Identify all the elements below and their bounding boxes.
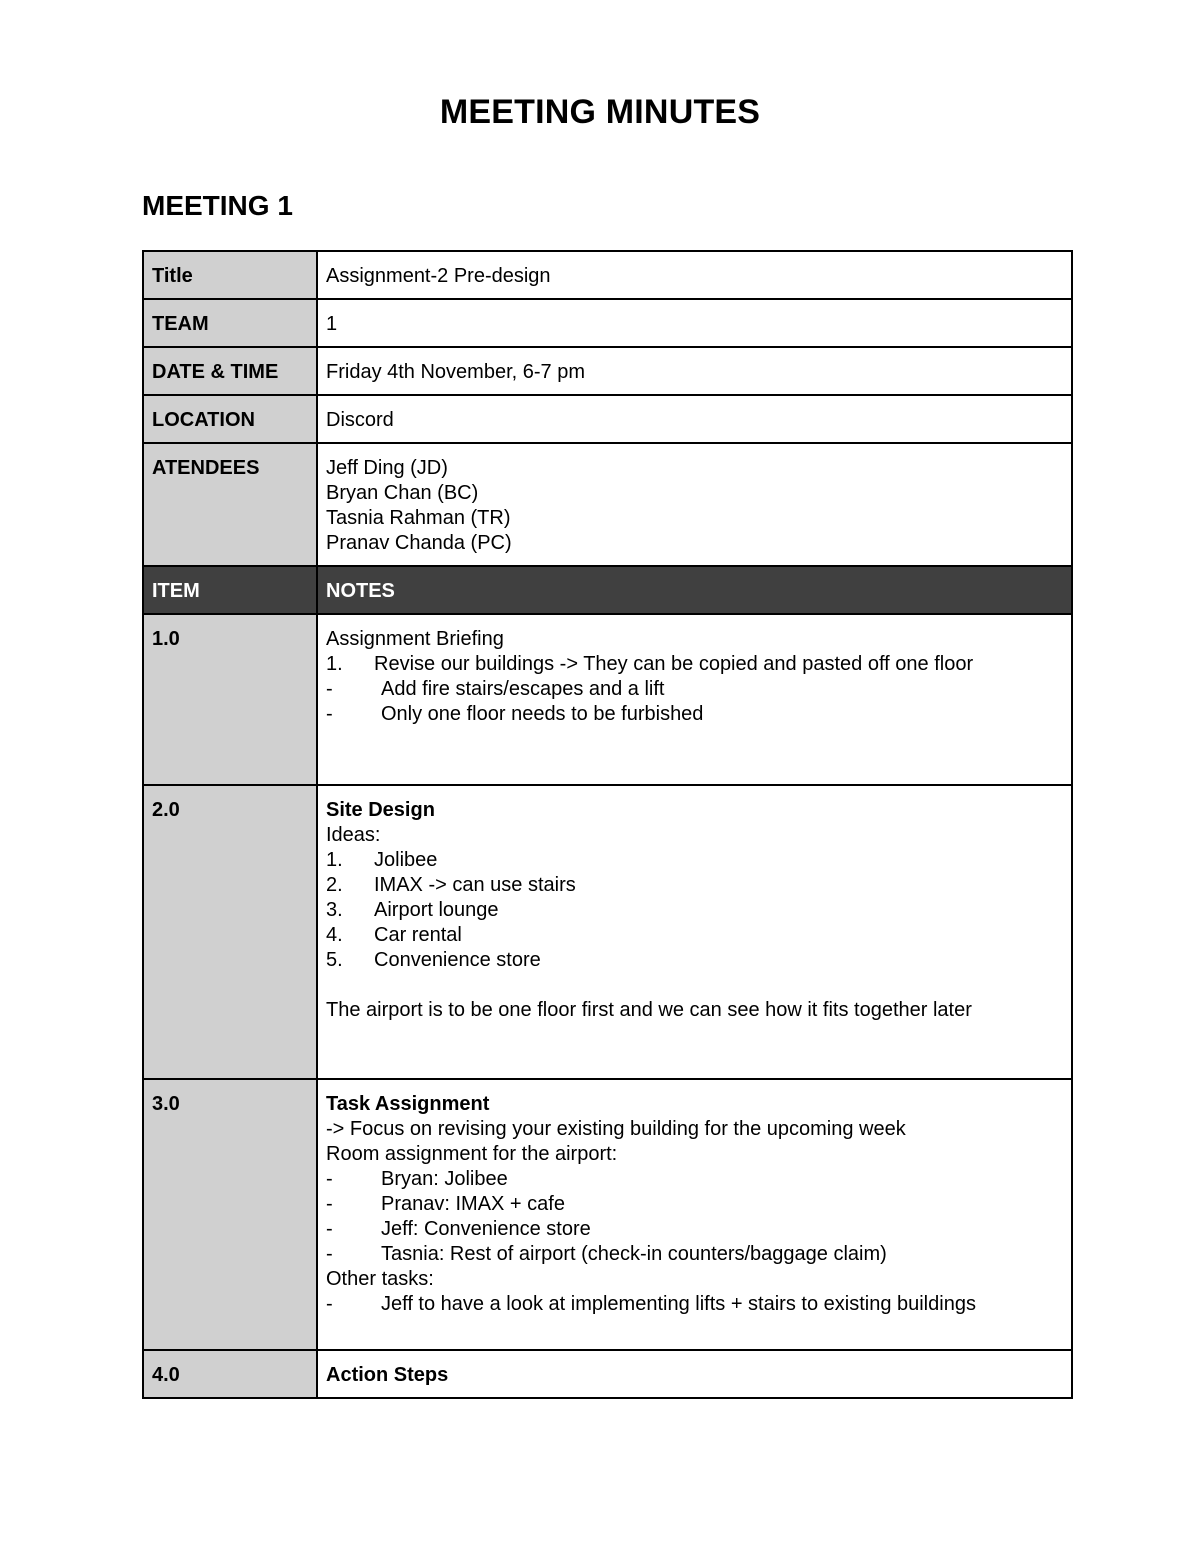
dash-text: Tasnia: Rest of airport (check-in counters/baggage claim) [381,1243,887,1265]
item-column-header: ITEM [143,566,317,614]
attendees-label: ATENDEES [143,443,317,566]
item-heading: Task Assignment [326,1093,490,1115]
dash-item [326,1167,1063,1192]
dash-item [326,1242,1063,1267]
item-number: 3.0 [143,1079,317,1350]
dash-marker: - [326,1243,333,1265]
document-title: MEETING MINUTES [439,93,761,131]
attendee: Jeff Ding (JD) [326,457,448,479]
dash-text: Only one floor needs to be furbished [381,703,704,725]
item-notes [317,785,1072,1079]
list-item [326,848,1063,873]
item-notes [317,614,1072,785]
list-marker: 2. [326,874,343,896]
dash-text: Jeff to have a look at implementing lifts + stairs to existing buildings [381,1293,976,1315]
list-text: Airport lounge [374,899,499,921]
datetime-row [143,347,1072,395]
section-header-row [143,566,1072,614]
team-value: 1 [317,299,1072,347]
item-number: 2.0 [143,785,317,1079]
dash-item [326,702,1063,727]
item-notes [317,1079,1072,1350]
blank-line [326,973,1063,998]
list-marker: 5. [326,949,343,971]
title-row [143,251,1072,299]
list-item [326,898,1063,923]
dash-item [326,1292,1063,1317]
list-text: Car rental [374,924,462,946]
list-marker: 1. [326,653,343,675]
datetime-value: Friday 4th November, 6-7 pm [317,347,1072,395]
list-text: Jolibee [374,849,438,871]
list-text: Convenience store [374,949,541,971]
dash-marker: - [326,678,333,700]
dash-item [326,677,1063,702]
dash-marker: - [326,1293,333,1315]
item-heading: Assignment Briefing [326,628,504,650]
list-item [326,923,1063,948]
item-heading: Action Steps [326,1364,449,1386]
list-item [326,652,1063,677]
dash-marker: - [326,1193,333,1215]
location-value: Discord [317,395,1072,443]
list-text: IMAX -> can use stairs [374,874,576,896]
item-row-2 [143,785,1072,1079]
dash-text: Bryan: Jolibee [381,1168,508,1190]
datetime-label: DATE & TIME [143,347,317,395]
focus-line: -> Focus on revising your existing building for the upcoming week [326,1118,906,1140]
item-number: 4.0 [143,1350,317,1398]
item-note: The airport is to be one floor first and we can see how it fits together later [326,999,972,1021]
title-value: Assignment-2 Pre-design [317,251,1072,299]
dash-item [326,1217,1063,1242]
item-row-3 [143,1079,1072,1350]
dash-text: Add fire stairs/escapes and a lift [381,678,665,700]
dash-marker: - [326,1218,333,1240]
dash-item [326,1192,1063,1217]
item-notes [317,1350,1072,1398]
other-tasks-heading: Other tasks: [326,1268,434,1290]
dash-marker: - [326,703,333,725]
room-assignment-heading: Room assignment for the airport: [326,1143,618,1165]
list-marker: 1. [326,849,343,871]
attendees-row [143,443,1072,566]
list-item [326,873,1063,898]
location-row [143,395,1072,443]
attendee: Bryan Chan (BC) [326,482,479,504]
attendees-value [317,443,1072,566]
item-subheading: Ideas: [326,824,381,846]
list-marker: 3. [326,899,343,921]
item-heading: Site Design [326,799,435,821]
item-number: 1.0 [143,614,317,785]
team-label: TEAM [143,299,317,347]
attendee: Tasnia Rahman (TR) [326,507,511,529]
dash-text: Jeff: Convenience store [381,1218,591,1240]
attendee: Pranav Chanda (PC) [326,532,512,554]
dash-marker: - [326,1168,333,1190]
dash-text: Pranav: IMAX + cafe [381,1193,565,1215]
list-text: Revise our buildings -> They can be copied and pasted off one floor [374,653,974,675]
item-row-1 [143,614,1072,785]
list-item [326,948,1063,973]
notes-column-header: NOTES [317,566,1072,614]
team-row [143,299,1072,347]
item-row-4 [143,1350,1072,1398]
meeting-heading: MEETING 1 [142,190,293,221]
location-label: LOCATION [143,395,317,443]
list-marker: 4. [326,924,343,946]
minutes-table [142,250,1073,1399]
title-label: Title [143,251,317,299]
